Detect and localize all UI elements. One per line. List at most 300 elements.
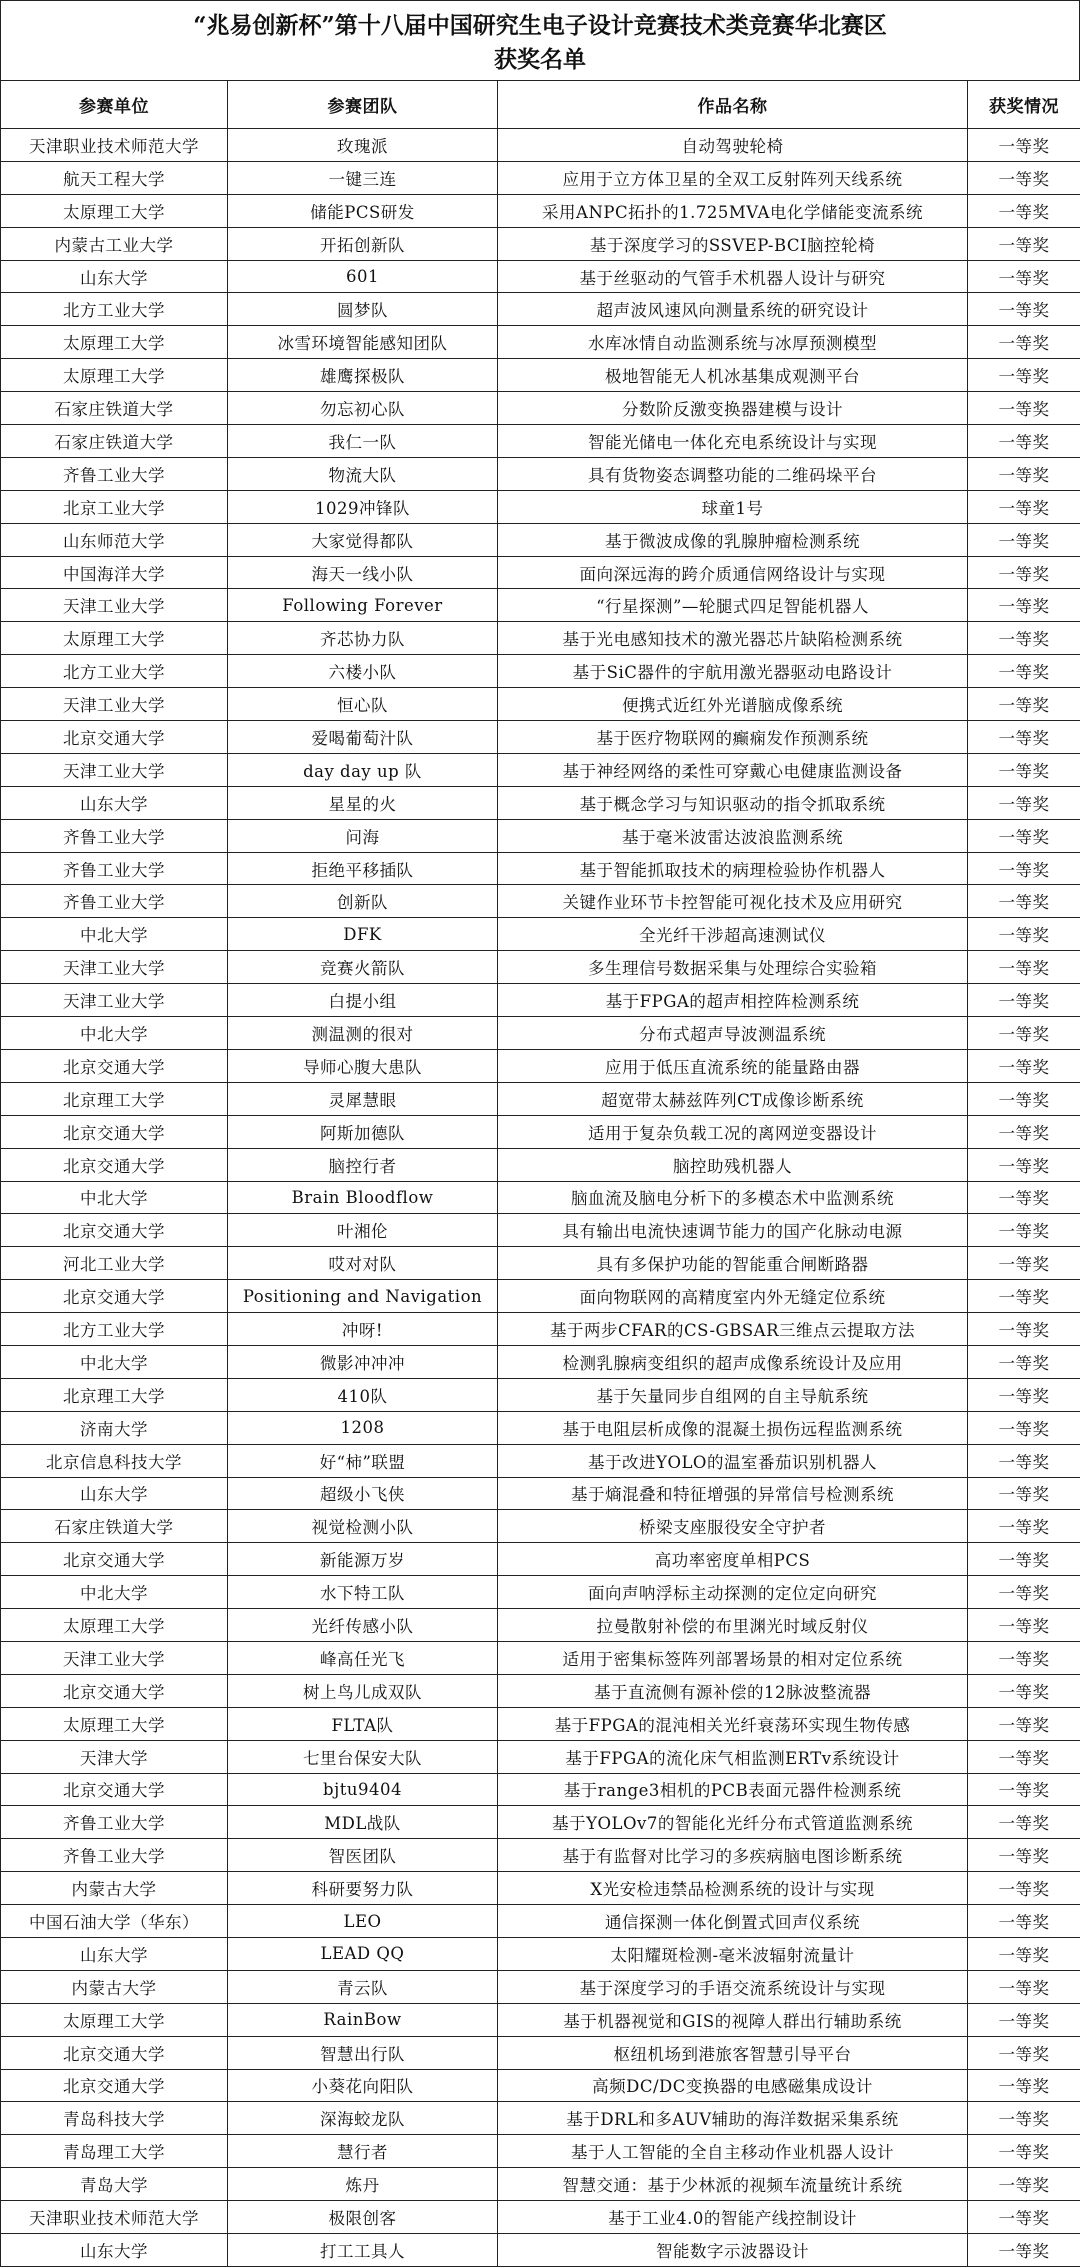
- table-row: [1, 753, 1080, 786]
- cell-award: 一等奖: [968, 359, 1080, 392]
- cell-unit: 中北大学: [1, 918, 228, 951]
- table-row: [1, 1444, 1080, 1477]
- cell-award: 一等奖: [968, 490, 1080, 523]
- table-row: [1, 1609, 1080, 1642]
- cell-work: 拉曼散射补偿的布里渊光时域反射仪: [498, 1609, 968, 1642]
- cell-award: 一等奖: [968, 1905, 1080, 1938]
- cell-unit: 山东大学: [1, 1937, 228, 1970]
- cell-team: 测温测的很对: [228, 1017, 498, 1050]
- cell-unit: 北方工业大学: [1, 655, 228, 688]
- table-row: [1, 293, 1080, 326]
- cell-unit: 天津工业大学: [1, 589, 228, 622]
- table-row: [1, 1510, 1080, 1543]
- cell-work: 基于range3相机的PCB表面元器件检测系统: [498, 1773, 968, 1806]
- cell-award: 一等奖: [968, 1543, 1080, 1576]
- cell-work: 自动驾驶轮椅: [498, 129, 968, 162]
- table-row: [1, 359, 1080, 392]
- cell-unit: 齐鲁工业大学: [1, 885, 228, 918]
- cell-work: 基于神经网络的柔性可穿戴心电健康监测设备: [498, 753, 968, 786]
- table-row: [1, 786, 1080, 819]
- cell-award: 一等奖: [968, 1707, 1080, 1740]
- cell-team: 星星的火: [228, 786, 498, 819]
- table-row: [1, 129, 1080, 162]
- table-row: [1, 1247, 1080, 1280]
- cell-team: 大家觉得都队: [228, 523, 498, 556]
- cell-unit: 太原理工大学: [1, 194, 228, 227]
- table-row: [1, 2234, 1080, 2267]
- cell-award: 一等奖: [968, 819, 1080, 852]
- cell-work: 基于毫米波雷达波浪监测系统: [498, 819, 968, 852]
- cell-award: 一等奖: [968, 2201, 1080, 2234]
- cell-work: 脑控助残机器人: [498, 1148, 968, 1181]
- cell-team: DFK: [228, 918, 498, 951]
- cell-unit: 北京理工大学: [1, 1378, 228, 1411]
- cell-unit: 太原理工大学: [1, 1707, 228, 1740]
- table-row: [1, 1543, 1080, 1576]
- cell-award: 一等奖: [968, 1510, 1080, 1543]
- cell-work: 基于深度学习的SSVEP-BCI脑控轮椅: [498, 227, 968, 260]
- cell-award: 一等奖: [968, 1345, 1080, 1378]
- cell-unit: 天津职业技术师范大学: [1, 129, 228, 162]
- cell-team: 勿忘初心队: [228, 392, 498, 425]
- cell-work: 基于熵混叠和特征增强的异常信号检测系统: [498, 1477, 968, 1510]
- table-row: [1, 1740, 1080, 1773]
- table-row: [1, 1937, 1080, 1970]
- cell-unit: 青岛大学: [1, 2168, 228, 2201]
- cell-work: 基于医疗物联网的癫痫发作预测系统: [498, 721, 968, 754]
- table-row: [1, 194, 1080, 227]
- cell-unit: 天津工业大学: [1, 688, 228, 721]
- table-row: [1, 721, 1080, 754]
- cell-team: 叶湘伦: [228, 1214, 498, 1247]
- table-row: [1, 425, 1080, 458]
- table-row: [1, 984, 1080, 1017]
- cell-team: 青云队: [228, 1970, 498, 2003]
- table-row: [1, 161, 1080, 194]
- document-subtitle: 获奖名单: [1, 43, 1079, 77]
- header-award: 获奖情况: [968, 81, 1080, 129]
- cell-team: Following Forever: [228, 589, 498, 622]
- table-row: [1, 1411, 1080, 1444]
- cell-team: 超级小飞侠: [228, 1477, 498, 1510]
- cell-team: 1029冲锋队: [228, 490, 498, 523]
- cell-award: 一等奖: [968, 721, 1080, 754]
- cell-award: 一等奖: [968, 1378, 1080, 1411]
- table-row: [1, 1970, 1080, 2003]
- table-row: [1, 1477, 1080, 1510]
- cell-unit: 中北大学: [1, 1017, 228, 1050]
- cell-work: 基于DRL和多AUV辅助的海洋数据采集系统: [498, 2102, 968, 2135]
- table-row: [1, 1280, 1080, 1313]
- cell-work: 水库冰情自动监测系统与冰厚预测模型: [498, 326, 968, 359]
- cell-work: 智慧交通：基于少林派的视频车流量统计系统: [498, 2168, 968, 2201]
- cell-team: 恒心队: [228, 688, 498, 721]
- cell-team: 阿斯加德队: [228, 1115, 498, 1148]
- cell-award: 一等奖: [968, 1773, 1080, 1806]
- table-row: [1, 1872, 1080, 1905]
- cell-award: 一等奖: [968, 1576, 1080, 1609]
- table-row: [1, 655, 1080, 688]
- cell-award: 一等奖: [968, 2003, 1080, 2036]
- cell-work: 基于改进YOLO的温室番茄识别机器人: [498, 1444, 968, 1477]
- cell-team: LEAD QQ: [228, 1937, 498, 1970]
- cell-team: 视觉检测小队: [228, 1510, 498, 1543]
- cell-award: 一等奖: [968, 1313, 1080, 1346]
- cell-team: 白提小组: [228, 984, 498, 1017]
- cell-team: 拒绝平移插队: [228, 852, 498, 885]
- cell-award: 一等奖: [968, 622, 1080, 655]
- cell-work: 智能光储电一体化充电系统设计与实现: [498, 425, 968, 458]
- cell-work: 基于电阻层析成像的混凝土损伤远程监测系统: [498, 1411, 968, 1444]
- cell-unit: 山东大学: [1, 2234, 228, 2267]
- cell-award: 一等奖: [968, 2135, 1080, 2168]
- cell-work: 全光纤干涉超高速测试仪: [498, 918, 968, 951]
- cell-team: 七里台保安大队: [228, 1740, 498, 1773]
- cell-work: 桥梁支座服役安全守护者: [498, 1510, 968, 1543]
- cell-work: 面向声呐浮标主动探测的定位定向研究: [498, 1576, 968, 1609]
- table-row: [1, 227, 1080, 260]
- cell-unit: 天津工业大学: [1, 984, 228, 1017]
- table-row: [1, 1214, 1080, 1247]
- cell-team: 储能PCS研发: [228, 194, 498, 227]
- cell-unit: 中北大学: [1, 1345, 228, 1378]
- table-row: [1, 1905, 1080, 1938]
- cell-unit: 北京交通大学: [1, 1773, 228, 1806]
- cell-award: 一等奖: [968, 2168, 1080, 2201]
- cell-unit: 天津职业技术师范大学: [1, 2201, 228, 2234]
- cell-work: 分数阶反激变换器建模与设计: [498, 392, 968, 425]
- cell-unit: 中北大学: [1, 1576, 228, 1609]
- cell-work: 基于概念学习与知识驱动的指令抓取系统: [498, 786, 968, 819]
- cell-award: 一等奖: [968, 688, 1080, 721]
- cell-unit: 天津工业大学: [1, 753, 228, 786]
- cell-unit: 太原理工大学: [1, 1609, 228, 1642]
- cell-work: 枢纽机场到港旅客智慧引导平台: [498, 2036, 968, 2069]
- cell-team: Brain Bloodflow: [228, 1181, 498, 1214]
- header-work: 作品名称: [498, 81, 968, 129]
- cell-team: 灵犀慧眼: [228, 1082, 498, 1115]
- cell-unit: 天津工业大学: [1, 1641, 228, 1674]
- cell-award: 一等奖: [968, 2102, 1080, 2135]
- cell-award: 一等奖: [968, 885, 1080, 918]
- cell-unit: 北京交通大学: [1, 1049, 228, 1082]
- cell-award: 一等奖: [968, 2069, 1080, 2102]
- cell-unit: 内蒙古大学: [1, 1872, 228, 1905]
- cell-unit: 北京理工大学: [1, 1082, 228, 1115]
- cell-work: 超声波风速风向测量系统的研究设计: [498, 293, 968, 326]
- table-header-row: [1, 81, 1080, 129]
- cell-award: 一等奖: [968, 392, 1080, 425]
- cell-team: 导师心腹大患队: [228, 1049, 498, 1082]
- cell-award: 一等奖: [968, 1247, 1080, 1280]
- cell-award: 一等奖: [968, 227, 1080, 260]
- cell-work: 具有多保护功能的智能重合闸断路器: [498, 1247, 968, 1280]
- cell-team: 海天一线小队: [228, 556, 498, 589]
- cell-team: 竞赛火箭队: [228, 951, 498, 984]
- cell-work: 脑血流及脑电分析下的多模态术中监测系统: [498, 1181, 968, 1214]
- cell-work: 基于机器视觉和GIS的视障人群出行辅助系统: [498, 2003, 968, 2036]
- cell-work: 太阳耀斑检测-毫米波辐射流量计: [498, 1937, 968, 1970]
- cell-award: 一等奖: [968, 293, 1080, 326]
- cell-award: 一等奖: [968, 1641, 1080, 1674]
- cell-work: 基于深度学习的手语交流系统设计与实现: [498, 1970, 968, 2003]
- cell-award: 一等奖: [968, 1017, 1080, 1050]
- cell-work: 具有输出电流快速调节能力的国产化脉动电源: [498, 1214, 968, 1247]
- cell-team: 410队: [228, 1378, 498, 1411]
- cell-unit: 北京交通大学: [1, 1674, 228, 1707]
- cell-unit: 天津工业大学: [1, 951, 228, 984]
- cell-award: 一等奖: [968, 1970, 1080, 2003]
- cell-team: 深海蛟龙队: [228, 2102, 498, 2135]
- table-row: [1, 1115, 1080, 1148]
- table-row: [1, 556, 1080, 589]
- table-row: [1, 819, 1080, 852]
- table-row: [1, 2069, 1080, 2102]
- cell-unit: 航天工程大学: [1, 161, 228, 194]
- cell-work: 基于两步CFAR的CS-GBSAR三维点云提取方法: [498, 1313, 968, 1346]
- cell-award: 一等奖: [968, 425, 1080, 458]
- cell-team: 智慧出行队: [228, 2036, 498, 2069]
- cell-team: 哎对对队: [228, 1247, 498, 1280]
- cell-work: 基于工业4.0的智能产线控制设计: [498, 2201, 968, 2234]
- cell-award: 一等奖: [968, 786, 1080, 819]
- cell-award: 一等奖: [968, 2234, 1080, 2267]
- cell-award: 一等奖: [968, 1082, 1080, 1115]
- cell-award: 一等奖: [968, 129, 1080, 162]
- cell-work: 基于矢量同步自组网的自主导航系统: [498, 1378, 968, 1411]
- table-row: [1, 885, 1080, 918]
- cell-work: 基于有监督对比学习的多疾病脑电图诊断系统: [498, 1839, 968, 1872]
- cell-team: 慧行者: [228, 2135, 498, 2168]
- cell-unit: 齐鲁工业大学: [1, 852, 228, 885]
- table-row: [1, 1707, 1080, 1740]
- cell-award: 一等奖: [968, 523, 1080, 556]
- cell-unit: 河北工业大学: [1, 1247, 228, 1280]
- table-row: [1, 1674, 1080, 1707]
- cell-work: 便携式近红外光谱脑成像系统: [498, 688, 968, 721]
- cell-work: 基于微波成像的乳腺肿瘤检测系统: [498, 523, 968, 556]
- document-title: “兆易创新杯”第十八届中国研究生电子设计竞赛技术类竞赛华北赛区: [1, 1, 1079, 43]
- table-row: [1, 326, 1080, 359]
- cell-unit: 北京交通大学: [1, 2069, 228, 2102]
- cell-unit: 天津大学: [1, 1740, 228, 1773]
- table-row: [1, 1576, 1080, 1609]
- cell-team: MDL战队: [228, 1806, 498, 1839]
- table-row: [1, 1839, 1080, 1872]
- cell-team: 创新队: [228, 885, 498, 918]
- cell-unit: 青岛理工大学: [1, 2135, 228, 2168]
- table-row: [1, 1806, 1080, 1839]
- cell-team: 开拓创新队: [228, 227, 498, 260]
- cell-work: 基于FPGA的流化床气相监测ERTv系统设计: [498, 1740, 968, 1773]
- cell-work: 适用于密集标签阵列部署场景的相对定位系统: [498, 1641, 968, 1674]
- cell-award: 一等奖: [968, 326, 1080, 359]
- cell-work: 球童1号: [498, 490, 968, 523]
- cell-award: 一等奖: [968, 1411, 1080, 1444]
- cell-unit: 内蒙古工业大学: [1, 227, 228, 260]
- cell-award: 一等奖: [968, 1674, 1080, 1707]
- title-block: [0, 0, 1080, 80]
- cell-award: 一等奖: [968, 457, 1080, 490]
- cell-team: 雄鹰探极队: [228, 359, 498, 392]
- cell-unit: 石家庄铁道大学: [1, 425, 228, 458]
- cell-team: 峰高任光飞: [228, 1641, 498, 1674]
- cell-team: 好“柿”联盟: [228, 1444, 498, 1477]
- cell-unit: 北京工业大学: [1, 490, 228, 523]
- cell-award: 一等奖: [968, 1280, 1080, 1313]
- cell-team: day day up 队: [228, 753, 498, 786]
- cell-award: 一等奖: [968, 556, 1080, 589]
- cell-award: 一等奖: [968, 918, 1080, 951]
- table-row: [1, 918, 1080, 951]
- cell-award: 一等奖: [968, 194, 1080, 227]
- table-row: [1, 1148, 1080, 1181]
- cell-work: 适用于复杂负载工况的离网逆变器设计: [498, 1115, 968, 1148]
- cell-team: 微影冲冲冲: [228, 1345, 498, 1378]
- cell-work: 基于YOLOv7的智能化光纤分布式管道监测系统: [498, 1806, 968, 1839]
- table-row: [1, 852, 1080, 885]
- cell-team: LEO: [228, 1905, 498, 1938]
- cell-award: 一等奖: [968, 1740, 1080, 1773]
- header-unit: 参赛单位: [1, 81, 228, 129]
- cell-award: 一等奖: [968, 260, 1080, 293]
- cell-award: 一等奖: [968, 1477, 1080, 1510]
- cell-work: 基于FPGA的混沌相关光纤衰荡环实现生物传感: [498, 1707, 968, 1740]
- cell-work: 基于直流侧有源补偿的12脉波整流器: [498, 1674, 968, 1707]
- table-row: [1, 490, 1080, 523]
- cell-unit: 北京交通大学: [1, 1280, 228, 1313]
- cell-team: 科研要努力队: [228, 1872, 498, 1905]
- cell-award: 一等奖: [968, 1444, 1080, 1477]
- table-row: [1, 1345, 1080, 1378]
- cell-unit: 济南大学: [1, 1411, 228, 1444]
- cell-team: 极限创客: [228, 2201, 498, 2234]
- cell-unit: 山东大学: [1, 260, 228, 293]
- cell-unit: 齐鲁工业大学: [1, 457, 228, 490]
- cell-work: 基于智能抓取技术的病理检验协作机器人: [498, 852, 968, 885]
- cell-work: “行星探测”—轮腿式四足智能机器人: [498, 589, 968, 622]
- cell-team: 1208: [228, 1411, 498, 1444]
- table-row: [1, 1378, 1080, 1411]
- cell-unit: 北方工业大学: [1, 1313, 228, 1346]
- cell-unit: 太原理工大学: [1, 622, 228, 655]
- cell-work: X光安检违禁品检测系统的设计与实现: [498, 1872, 968, 1905]
- cell-team: 脑控行者: [228, 1148, 498, 1181]
- cell-team: RainBow: [228, 2003, 498, 2036]
- cell-work: 智能数字示波器设计: [498, 2234, 968, 2267]
- table-row: [1, 2135, 1080, 2168]
- cell-unit: 石家庄铁道大学: [1, 1510, 228, 1543]
- cell-team: 冲呀!: [228, 1313, 498, 1346]
- cell-award: 一等奖: [968, 1148, 1080, 1181]
- cell-award: 一等奖: [968, 753, 1080, 786]
- cell-award: 一等奖: [968, 1049, 1080, 1082]
- cell-team: 我仁一队: [228, 425, 498, 458]
- cell-team: FLTA队: [228, 1707, 498, 1740]
- table-row: [1, 2168, 1080, 2201]
- table-row: [1, 2036, 1080, 2069]
- cell-team: 问海: [228, 819, 498, 852]
- cell-award: 一等奖: [968, 2036, 1080, 2069]
- table-row: [1, 1017, 1080, 1050]
- cell-team: 一键三连: [228, 161, 498, 194]
- cell-award: 一等奖: [968, 161, 1080, 194]
- table-row: [1, 951, 1080, 984]
- cell-unit: 北京交通大学: [1, 2036, 228, 2069]
- cell-unit: 北京交通大学: [1, 1115, 228, 1148]
- cell-work: 基于光电感知技术的激光器芯片缺陷检测系统: [498, 622, 968, 655]
- table-row: [1, 622, 1080, 655]
- cell-award: 一等奖: [968, 852, 1080, 885]
- cell-unit: 山东大学: [1, 1477, 228, 1510]
- cell-award: 一等奖: [968, 1115, 1080, 1148]
- table-row: [1, 392, 1080, 425]
- cell-unit: 山东大学: [1, 786, 228, 819]
- cell-award: 一等奖: [968, 1609, 1080, 1642]
- cell-work: 分布式超声导波测温系统: [498, 1017, 968, 1050]
- cell-unit: 北京信息科技大学: [1, 1444, 228, 1477]
- cell-team: 新能源万岁: [228, 1543, 498, 1576]
- cell-unit: 太原理工大学: [1, 326, 228, 359]
- cell-team: 物流大队: [228, 457, 498, 490]
- cell-team: 601: [228, 260, 498, 293]
- cell-work: 检测乳腺病变组织的超声成像系统设计及应用: [498, 1345, 968, 1378]
- cell-award: 一等奖: [968, 589, 1080, 622]
- cell-award: 一等奖: [968, 1839, 1080, 1872]
- cell-award: 一等奖: [968, 951, 1080, 984]
- cell-team: 水下特工队: [228, 1576, 498, 1609]
- cell-work: 基于丝驱动的气管手术机器人设计与研究: [498, 260, 968, 293]
- table-row: [1, 2102, 1080, 2135]
- cell-unit: 中北大学: [1, 1181, 228, 1214]
- table-row: [1, 1082, 1080, 1115]
- cell-unit: 青岛科技大学: [1, 2102, 228, 2135]
- cell-team: 打工工具人: [228, 2234, 498, 2267]
- table-row: [1, 1049, 1080, 1082]
- cell-team: 智医团队: [228, 1839, 498, 1872]
- cell-unit: 石家庄铁道大学: [1, 392, 228, 425]
- cell-work: 关键作业环节卡控智能可视化技术及应用研究: [498, 885, 968, 918]
- cell-unit: 北京交通大学: [1, 1214, 228, 1247]
- cell-unit: 太原理工大学: [1, 2003, 228, 2036]
- cell-work: 应用于低压直流系统的能量路由器: [498, 1049, 968, 1082]
- cell-work: 极地智能无人机冰基集成观测平台: [498, 359, 968, 392]
- header-team: 参赛团队: [228, 81, 498, 129]
- cell-award: 一等奖: [968, 1214, 1080, 1247]
- cell-award: 一等奖: [968, 984, 1080, 1017]
- table-row: [1, 589, 1080, 622]
- table-row: [1, 1181, 1080, 1214]
- cell-unit: 北京交通大学: [1, 1543, 228, 1576]
- cell-team: 冰雪环境智能感知团队: [228, 326, 498, 359]
- cell-unit: 内蒙古大学: [1, 1970, 228, 2003]
- cell-work: 通信探测一体化倒置式回声仪系统: [498, 1905, 968, 1938]
- cell-unit: 齐鲁工业大学: [1, 1839, 228, 1872]
- cell-unit: 中国海洋大学: [1, 556, 228, 589]
- cell-work: 超宽带太赫兹阵列CT成像诊断系统: [498, 1082, 968, 1115]
- cell-work: 基于人工智能的全自主移动作业机器人设计: [498, 2135, 968, 2168]
- cell-team: 树上鸟儿成双队: [228, 1674, 498, 1707]
- cell-team: bjtu9404: [228, 1773, 498, 1806]
- table-row: [1, 260, 1080, 293]
- award-table: [0, 80, 1080, 2267]
- cell-work: 具有货物姿态调整功能的二维码垛平台: [498, 457, 968, 490]
- cell-team: 玫瑰派: [228, 129, 498, 162]
- cell-team: 光纤传感小队: [228, 1609, 498, 1642]
- cell-unit: 北京交通大学: [1, 721, 228, 754]
- cell-team: 圆梦队: [228, 293, 498, 326]
- table-row: [1, 457, 1080, 490]
